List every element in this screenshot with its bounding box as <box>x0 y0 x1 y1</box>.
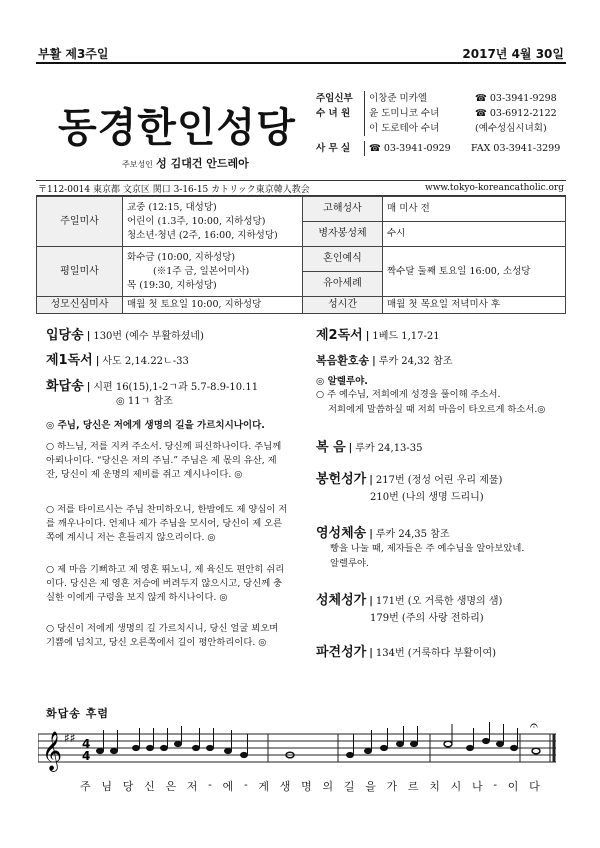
alleluia-line: ○ 주 예수님, 저희에게 성경을 풀이해 주소서. <box>316 389 501 400</box>
psalm-note: ◎ 11ㄱ 참조 <box>116 396 173 407</box>
sick-communion-time: 수시 <box>387 228 406 239</box>
pastor-name: 이창준 미카엘 <box>364 91 473 106</box>
recessional-label: 파견성가 <box>316 645 367 660</box>
sunday-line: 교중 (12:15, 대성당) <box>127 201 217 213</box>
sisters-phone: ☎ 03-6912-2122 <box>475 108 557 119</box>
lyric-syllable: - <box>208 778 212 791</box>
gospel-acc-value: 루카 24,32 참조 <box>378 356 453 367</box>
entrance-label: 입당송 <box>46 328 84 343</box>
gospel-label: 복 음 <box>316 440 346 455</box>
lyric-syllable: 르 <box>407 780 419 793</box>
patron-name: 성 김대건 안드레아 <box>156 157 249 170</box>
address-bar <box>36 180 566 196</box>
weekday-line: 목 (19:30, 지하성당) <box>127 279 217 291</box>
pastor-phone: ☎ 03-3941-9298 <box>475 93 557 104</box>
second-reading: 제2독서 | 1베드 1,17-21 <box>316 328 440 343</box>
gospel-acclamation: 복음환호송 | 루카 24,32 참조 <box>316 354 453 367</box>
confession-time: 매 미사 전 <box>383 197 565 222</box>
offertory-value-1: 217번 (정성 어린 우리 제물) <box>375 475 503 486</box>
sunday-line: 어린이 (1.3주, 10:00, 지하성당) <box>127 215 266 227</box>
alleluia: ◎ 알렐루야. <box>316 376 368 387</box>
weekday-mass-label: 평일미사 <box>37 247 123 297</box>
refrain-score <box>38 700 568 780</box>
offertory-value-2: 210번 (나의 생명 드리니) <box>370 492 484 503</box>
reading2-value: 1베드 1,17-21 <box>372 331 440 342</box>
lyric-syllable: 의 <box>322 780 334 793</box>
communion-ant-line: 빵을 나눌 때, 제자들은 주 예수님을 알아보았네. <box>330 543 525 554</box>
reading2-label: 제2독서 <box>316 328 363 343</box>
lyric-syllable: 이 <box>507 780 519 793</box>
entrance-value: 130번 (예수 부활하셨네) <box>93 331 204 342</box>
alleluia-line: 저희에게 말씀하실 때 저희 마음이 타오르게 하소서.◎ <box>328 404 546 415</box>
psalm-verse: ○ 하느님, 저를 지켜 주소서. 당신께 피신하나이다. 주님께 아뢰나이다. “당신은 저의 주님.” 주님은 제 몫의 유산, 제 잔, 당신이 제 운명의 제비를 쥐고 계시나이다. ◎ <box>46 441 282 480</box>
psalm-verse: ○ 당신이 저에게 생명의 길 가르치시니, 당신 얼굴 뵈오며 기쁨에 넘치고, 당신 오른쪽에서 길이 평안하리이다. ◎ <box>46 623 279 648</box>
first-reading: 제1독서 | 사도 2,14.22ㄴ-33 <box>46 353 189 368</box>
sisters-label: 수 녀 원 <box>316 108 351 119</box>
reading1-label: 제1독서 <box>46 353 93 368</box>
reading1-value: 사도 2,14.22ㄴ-33 <box>102 356 189 367</box>
lyric-syllable: 가 <box>386 780 398 793</box>
lyric-syllable: 시 <box>450 780 462 793</box>
communion-ant-line: 알렐루야. <box>330 558 369 569</box>
refrain-lyrics <box>80 778 540 794</box>
lyric-syllable: - <box>493 778 498 791</box>
recessional-hymn: 파견성가 | 134번 (거룩하다 부활이여) <box>316 645 497 660</box>
lyric-syllable: 명 <box>301 780 312 793</box>
lyric-syllable: 에 <box>222 780 234 793</box>
time-signature-icon: 4 <box>82 737 91 751</box>
lyric-syllable: 생 <box>279 780 291 793</box>
lyric-syllable: - <box>243 778 248 791</box>
patron-saint <box>122 155 249 171</box>
communion-ant-value: 루카 24,35 참조 <box>375 529 450 540</box>
sunday-line: 청소년·청년 (2주, 16:00, 지하성당) <box>127 229 278 241</box>
lyric-syllable: 은 <box>165 780 177 793</box>
confession-label: 고해성사 <box>303 197 382 222</box>
notes <box>97 722 541 758</box>
lyric-syllable: 을 <box>365 780 376 793</box>
mass-schedule-table <box>36 196 566 314</box>
lyric-syllable: 길 <box>343 780 355 793</box>
communion-antiphon: 영성체송 | 루카 24,35 참조 <box>316 526 450 541</box>
offertory-hymn: 봉헌성가 | 217번 (정성 어린 우리 제물) <box>316 472 503 487</box>
sister-2: 이 도로테아 수녀 <box>364 121 473 136</box>
weekday-line: (※1주 금, 일본어미사) <box>153 265 250 277</box>
sister-1: 윤 도미니코 수녀 <box>364 106 473 121</box>
header-rule <box>36 62 566 64</box>
office-phone: ☎ 03-3941-0929 <box>364 141 469 156</box>
weekday-line: 화수금 (10:00, 지하성당) <box>127 251 236 263</box>
psalm-verse: ○ 저를 타이르시는 주님 찬미하오니, 한밤에도 제 양심이 저를 깨우나이다. 언제나 제가 주님을 모시어, 당신이 제 오른쪽에 계시니 저는 흔들리지 않으리이다. ◎ <box>46 504 288 543</box>
bulletin-date: 2017년 4월 30일 <box>462 47 564 61</box>
lyric-syllable: 나 <box>471 780 483 793</box>
postal-address: 〒112-0014 東京都 文京区 関口 3-16-15 カトリック東京韓人教会 <box>38 184 310 195</box>
communion-hymn: 성체성가 | 171번 (오 거룩한 생명의 샘) <box>316 593 503 608</box>
marian-mass-label: 성모신심미사 <box>37 297 123 314</box>
church-name: 동경한인성당 <box>58 105 296 151</box>
gospel-acc-label: 복음환호송 <box>316 354 370 367</box>
lyric-syllable: 다 <box>529 780 540 793</box>
recessional-value: 134번 (거룩하다 부활이여) <box>375 648 497 659</box>
marian-mass-time: 매월 첫 토요일 10:00, 지하성당 <box>123 297 303 314</box>
office-label: 사 무 실 <box>316 143 351 154</box>
sick-communion-label: 병자봉성체 <box>318 228 367 239</box>
fermata-icon: 𝄐 <box>530 718 538 734</box>
sisters-note: (예수성심시녀회) <box>475 123 547 134</box>
gospel: 복 음 | 루카 24,13-35 <box>316 440 423 455</box>
svg-text:4: 4 <box>82 749 91 763</box>
lyric-syllable: 주 <box>80 780 91 793</box>
psalm-label: 화답송 <box>46 379 84 394</box>
communion-ant-label: 영성체송 <box>316 526 367 541</box>
lyric-syllable: 치 <box>429 780 440 793</box>
holy-hour-label: 성시간 <box>303 297 383 314</box>
website-link[interactable]: www.tokyo-koreancatholic.org <box>425 183 564 193</box>
lyric-syllable: 저 <box>186 780 198 793</box>
holy-hour-time: 매월 첫 목요일 저녁미사 후 <box>383 297 566 314</box>
entrance-hymn: 입당송 | 130번 (예수 부활하셨네) <box>46 328 204 343</box>
office-fax: FAX 03-3941-3299 <box>471 143 561 154</box>
communion-value-2: 179번 (주의 사랑 전하리) <box>370 613 484 624</box>
score-title: 화답송 후렴 <box>46 707 109 720</box>
lyric-syllable: 게 <box>258 780 270 793</box>
liturgical-week: 부활 제3주일 <box>38 47 109 61</box>
communion-value-1: 171번 (오 거룩한 생명의 샘) <box>375 596 503 607</box>
patron-label: 주보성인 <box>122 160 153 169</box>
gospel-value: 루카 24,13-35 <box>355 443 423 454</box>
offertory-label: 봉헌성가 <box>316 472 367 487</box>
lyric-syllable: 신 <box>144 780 155 793</box>
lyric-syllable: 당 <box>122 780 134 793</box>
responsorial-psalm: 화답송 | 시편 16(15),1-2ㄱ과 5.7-8.9-10.11 <box>46 379 259 394</box>
psalm-verse: ○ 제 마음 기뻐하고 제 영혼 뛰노니, 제 육신도 편안히 쉬리이다. 당신은 제 영혼 저승에 버려두지 않으시고, 당신께 충실한 이에게 구렁을 보지 않게 하시나이다. ◎ <box>46 564 285 603</box>
treble-clef-icon: 𝄞 <box>42 731 63 771</box>
key-signature-icon: ♯♯ <box>64 731 76 745</box>
pastor-label: 주임신부 <box>316 93 353 104</box>
infant-baptism-label: 유아세례 <box>323 278 362 289</box>
sunday-mass-label: 주일미사 <box>37 197 123 247</box>
communion-label: 성체성가 <box>316 593 367 608</box>
lyric-syllable: 님 <box>101 780 112 793</box>
marriage-baptism-time: 짝수달 둘째 토요일 16:00, 소성당 <box>383 247 566 297</box>
marriage-label: 혼인예식 <box>303 247 382 272</box>
psalm-value: 시편 16(15),1-2ㄱ과 5.7-8.9-10.11 <box>93 382 259 393</box>
psalm-response: ◎ 주님, 당신은 저에게 생명의 길을 가르치시나이다. <box>46 420 265 431</box>
contact-block <box>316 91 566 156</box>
